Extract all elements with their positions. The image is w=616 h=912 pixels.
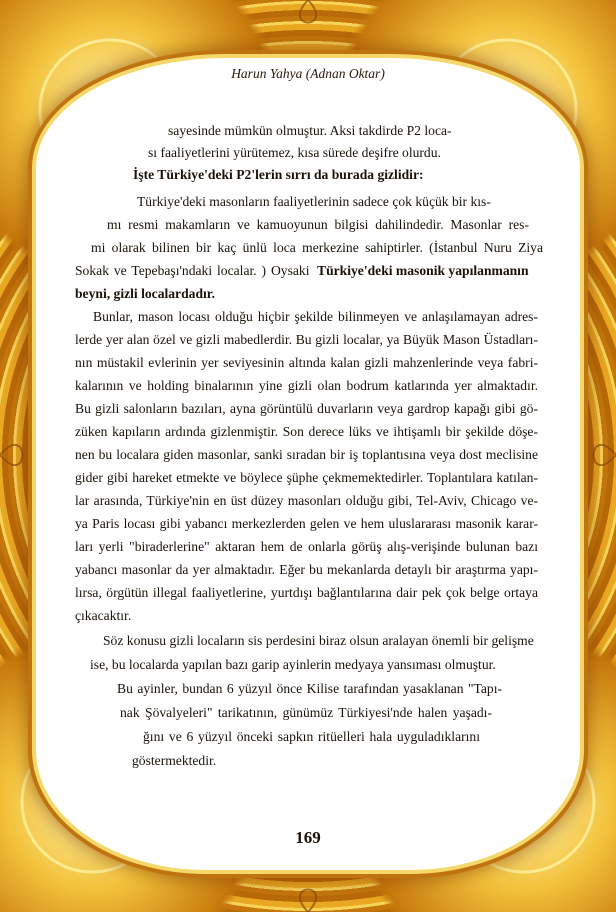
body-line: lar arasında, Türkiye'nin en üst düzey masonları olduğu gibi, Tel-Aviv, Chicago ve- xyxy=(75,493,538,508)
body-line: ları yerli "biraderlerine" aktaran hem de onlarla görüş alış-verişinde bulunan bazı xyxy=(75,539,538,554)
body-line: mi olarak bilinen bir kaç ünlü loca merkezine sahiptirler. (İstanbul Nuru Ziya xyxy=(91,240,543,255)
body-line: göstermektedir. xyxy=(132,753,217,768)
body-line: ya Paris locası gibi yabancı merkezlerden gelen ve hem uluslararası masonik karar- xyxy=(75,516,538,531)
body-line: Bu ayinler, bundan 6 yüzyıl önce Kilise tarafından yasaklanan "Tapı- xyxy=(117,681,502,696)
body-line: mı resmi makamların ve kamuoyunun bilgisi dahilindedir. Masonlar res- xyxy=(107,217,529,232)
body-line: çıkacaktır. xyxy=(75,608,132,623)
body-line: nen bu localara giden masonlar, sanki sıradan bir iş toplantısına veya dost meclisine xyxy=(75,447,538,462)
page-number: 169 xyxy=(295,828,321,847)
body-line: sayesinde mümkün olmuştur. Aksi takdirde P2 loca- xyxy=(168,123,452,138)
frame-scroll-right xyxy=(594,445,616,465)
body-line: gider gibi hareket etmekte ve böylece şüphe çekmemektedirler. Toplantılara katılan- xyxy=(75,470,538,485)
body-line: Bunlar, mason locası olduğu hiçbir şekilde bilinmeyen ve anlaşılamayan adres- xyxy=(93,309,538,324)
body-line: nak Şövalyeleri" tarikatının, günümüz Türkiyesi'nde halen yaşadı- xyxy=(120,705,492,720)
body-line: lerde yer alan özel ve gizli mabedlerdir. Bu gizli localar, ya Büyük Mason Üstadları- xyxy=(75,332,538,347)
body-line: ise, bu localarda yapılan bazı garip ayinlerin medyaya yansıması olmuştur. xyxy=(90,657,496,672)
body-line: Bu gizli salonların bazıları, ayna görüntülü duvarların veya gardrop kapağı gibi gö- xyxy=(75,401,538,416)
body-line: ğını ve 6 yüzyıl önceki sapkın ritüelleri hala uyguladıklarını xyxy=(143,729,480,744)
running-header: Harun Yahya (Adnan Oktar) xyxy=(231,66,385,81)
body-line: kalarının ve holding binalarının yine gizli olan bodrum katlarında yer almaktadır. xyxy=(75,378,538,393)
body-line: sı faaliyetlerini yürütemez, kısa sürede deşifre olurdu. xyxy=(148,145,441,160)
section-heading: İşte Türkiye'deki P2'lerin sırrı da burada gizlidir: xyxy=(133,167,424,182)
frame-scroll-bottom xyxy=(300,890,316,912)
frame-scroll-left xyxy=(0,445,23,465)
emphasis-text: beyni, gizli localardadır. xyxy=(75,286,215,301)
body-line: züken kapıların ardında gizlenmiştir. Son derece lüks ve ihtişamlı bir şekilde döşe- xyxy=(75,424,538,439)
body-line: Türkiye'deki masonların faaliyetlerinin sadece çok küçük bir kıs- xyxy=(137,194,491,209)
frame-scroll-top xyxy=(300,0,316,23)
body-line: nın müstakil evlerinin yer seviyesinin altında kalan gizli mahzenlerinde veya fabri- xyxy=(75,355,538,370)
body-line: yabancı masonlar da yer almaktadır. Eğer bu mekanlarda detaylı bir araştırma yapı- xyxy=(75,562,538,577)
body-line: Söz konusu gizli locaların sis perdesini biraz olsun aralayan önemli bir gelişme xyxy=(103,633,534,648)
body-line: lırsa, örgütün illegal faaliyetlerine, yurtdışı bağlantılarına dair pek çok belge ortaya xyxy=(75,585,538,600)
emphasis-text: Türkiye'deki masonik yapılanmanın xyxy=(317,263,529,278)
body-line: Sokak ve Tepebaşı'ndaki localar. ) Oysaki xyxy=(75,263,310,278)
